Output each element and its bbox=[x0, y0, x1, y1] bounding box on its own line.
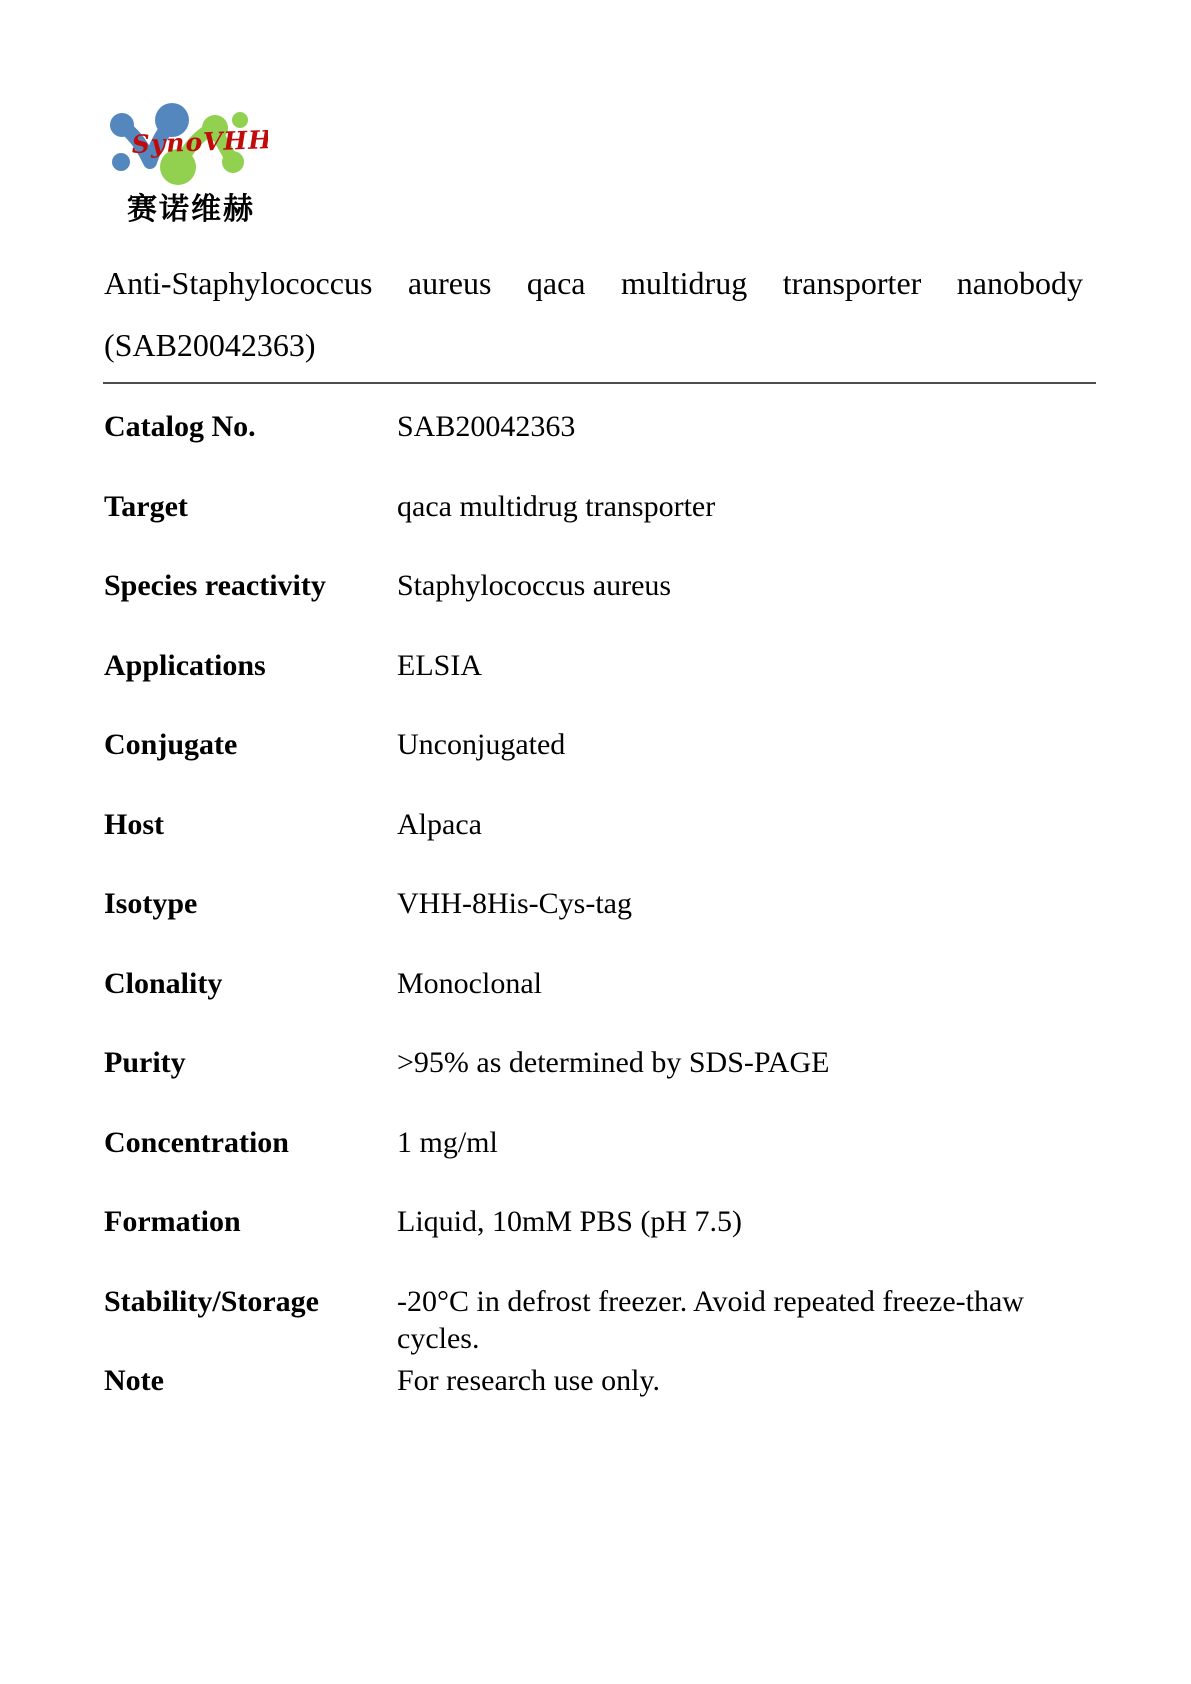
spec-table bbox=[104, 408, 1084, 1442]
product-title bbox=[104, 252, 1083, 376]
spec-value: VHH-8His-Cys-tag bbox=[397, 887, 632, 920]
spec-label: Species reactivity bbox=[104, 569, 326, 602]
spec-value: qaca multidrug transporter bbox=[397, 489, 716, 523]
spec-label: Catalog No. bbox=[104, 410, 256, 443]
spec-label: Target bbox=[104, 489, 188, 523]
spec-value: >95% as determined by SDS-PAGE bbox=[397, 1046, 830, 1079]
title-divider-rule bbox=[103, 382, 1096, 384]
spec-label: Clonality bbox=[104, 966, 223, 1000]
spec-value: Unconjugated bbox=[397, 728, 566, 761]
spec-value: For research use only. bbox=[397, 1364, 660, 1397]
product-title-line1: Anti-Staphylococcus aureus qaca multidrug transporter nanobody bbox=[104, 265, 1083, 301]
spec-row-species-reactivity bbox=[104, 567, 1084, 647]
spec-value: Staphylococcus aureus bbox=[397, 569, 672, 602]
company-name-chinese: 赛诺维赫 bbox=[127, 192, 255, 227]
spec-label: Isotype bbox=[104, 887, 198, 920]
spec-value: Liquid, 10mM PBS (pH 7.5) bbox=[397, 1205, 743, 1238]
spec-row-target bbox=[104, 488, 1084, 568]
spec-row-purity bbox=[104, 1044, 1084, 1124]
spec-value: 1 mg/ml bbox=[397, 1125, 498, 1159]
spec-label: Conjugate bbox=[104, 728, 238, 761]
spec-label: Note bbox=[104, 1364, 164, 1397]
spec-row-applications bbox=[104, 647, 1084, 727]
spec-row-host bbox=[104, 806, 1084, 886]
spec-value: Alpaca bbox=[397, 807, 482, 841]
spec-row-catalog-no bbox=[104, 408, 1084, 488]
spec-label: Formation bbox=[104, 1205, 241, 1238]
spec-label: Stability/Storage bbox=[104, 1284, 319, 1318]
spec-label: Purity bbox=[104, 1046, 186, 1079]
spec-row-stability-storage bbox=[104, 1283, 1084, 1363]
spec-value: SAB20042363 bbox=[397, 410, 576, 443]
logo-blue-dot-bottom bbox=[112, 153, 130, 171]
spec-label: Applications bbox=[104, 648, 266, 682]
spec-row-isotype bbox=[104, 885, 1084, 965]
spec-value: ELSIA bbox=[397, 648, 482, 682]
spec-row-formation bbox=[104, 1203, 1084, 1283]
spec-label: Host bbox=[104, 807, 164, 841]
spec-row-conjugate bbox=[104, 726, 1084, 806]
spec-row-concentration bbox=[104, 1124, 1084, 1204]
spec-row-note bbox=[104, 1362, 1084, 1442]
spec-value: -20°C in defrost freezer. Avoid repeated freeze-thaw cycles. bbox=[397, 1284, 1024, 1355]
product-title-line2: (SAB20042363) bbox=[104, 327, 316, 363]
spec-row-clonality bbox=[104, 965, 1084, 1045]
logo-brand-script-text: SynoVHH bbox=[131, 125, 268, 159]
spec-label: Concentration bbox=[104, 1125, 289, 1159]
spec-value: Monoclonal bbox=[397, 966, 542, 1000]
